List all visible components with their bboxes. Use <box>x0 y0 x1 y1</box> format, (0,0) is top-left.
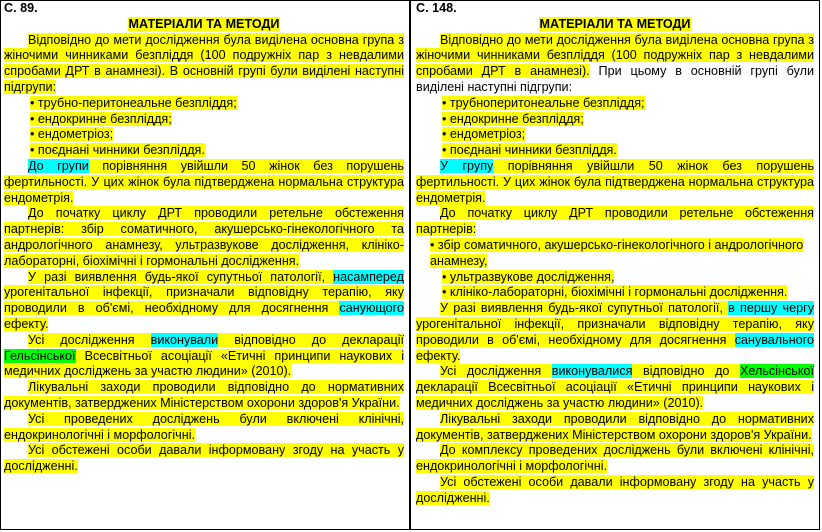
paragraph: У групу порівняння увійшли 50 жінок без порушень фертильності. У цих жінок була підтверджена нормальна структура ендометрія. <box>416 158 814 205</box>
paragraph: Відповідно до мети дослідження була виділена основна група з жіночими чинниками безпліддя (100 подружніх пар з невдалими спробами ДРТ в анамнезі). При цьому в основній групі були виділені наступні підгрупи: <box>416 32 814 94</box>
paragraph: Усі дослідження виконувалися відповідно до Хельсінської декларації Всесвітньої асоціації «Етичні принципи наукових і медичних досліджень за участю людини» (2010). <box>416 364 814 410</box>
paragraph: Усі проведених досліджень були включені клінічні, ендокринологічні і морфологічні. <box>4 411 404 442</box>
paragraph: Лікувальні заходи проводили відповідно до нормативних документів, затверджених Міністерством охорони здоров'я України. <box>416 411 814 442</box>
list-item: • клініко-лабораторні, біохімічні і гормональні дослідження. <box>442 285 788 300</box>
paragraph: Усі дослідження виконували відповідно до декларації Гельсінської Всесвітньої асоціації «Етичні принципи наукових і медичних досліджень за участю людини» (2010). <box>4 332 404 379</box>
paragraph: Лікувальні заходи проводили відповідно до нормативних документів, затверджених Міністерством охорони здоров'я України. <box>4 380 404 410</box>
page-ref: С. 148. <box>416 1 457 15</box>
paragraph: У разі виявлення будь-якої супутньої патології, насамперед урогенітальної інфекції, призначали відповідну терапію, яку проводили в об'ємі, необхідному для досягнення санующого ефекту. <box>4 269 404 331</box>
page-ref: С. 89. <box>4 1 38 15</box>
paragraph: Усі обстежені особи давали інформовану згоду на участь у дослідженні. <box>416 474 814 505</box>
list-item: • ультразвукове дослідження, <box>442 269 615 284</box>
list-item: • ендометріоз; <box>30 127 114 142</box>
list-item: • ендокринне безпліддя; <box>30 111 172 126</box>
list-item: • ендометріоз; <box>442 127 526 142</box>
paragraph: До початку циклу ДРТ проводили ретельне обстеження партнерів: <box>416 206 814 237</box>
list-item: • трубноперитонеальне безпліддя; <box>442 95 645 110</box>
list-item: • поєднані чинники безпліддя. <box>442 143 617 158</box>
list-item: • збір соматичного, акушерсько-гінекологічного і андрологічного анамнезу, <box>430 237 804 268</box>
paragraph: До групи порівняння увійшли 50 жінок без порушень фертильності. У цих жінок була підтверджена нормальна структура ендометрія. <box>4 158 404 205</box>
section-heading: МАТЕРІАЛИ ТА МЕТОДИ <box>128 16 280 31</box>
list-item: • трубно-перитонеальне безпліддя; <box>30 95 237 110</box>
list-item: • ендокринне безпліддя; <box>442 111 584 126</box>
section-heading: МАТЕРІАЛИ ТА МЕТОДИ <box>539 16 691 31</box>
left-column <box>4 0 404 530</box>
column-divider <box>409 0 411 530</box>
paragraph: До комплексу проведених досліджень були включені клінічні, ендокринологічні і морфологічні. <box>416 443 814 474</box>
paragraph: У разі виявлення будь-якої супутньої патології, в першу чергу урогенітальної інфекції, призначали відповідну терапію, яку проводили в об'ємі, необхідному для досягнення санувального ефекту. <box>416 301 814 363</box>
right-column <box>416 0 814 530</box>
paragraph: Відповідно до мети дослідження була виділена основна група з жіночими чинниками безпліддя (100 подружніх пар з невдалими спробами ДРТ в анамнезі). В основній групі були виділені наступні підгрупи: <box>4 32 404 94</box>
paragraph: До початку циклу ДРТ проводили ретельне обстеження партнерів: збір соматичного, акушерсько-гінекологічного та андрологічного анамнезу, ультразвукове дослідження, клініко-лабораторні, біохімічні і гормональні дослідження. <box>4 206 404 268</box>
paragraph: Усі обстежені особи давали інформовану згоду на участь у дослідженні. <box>4 443 404 474</box>
list-item: • поєднані чинники безпліддя. <box>30 143 205 158</box>
